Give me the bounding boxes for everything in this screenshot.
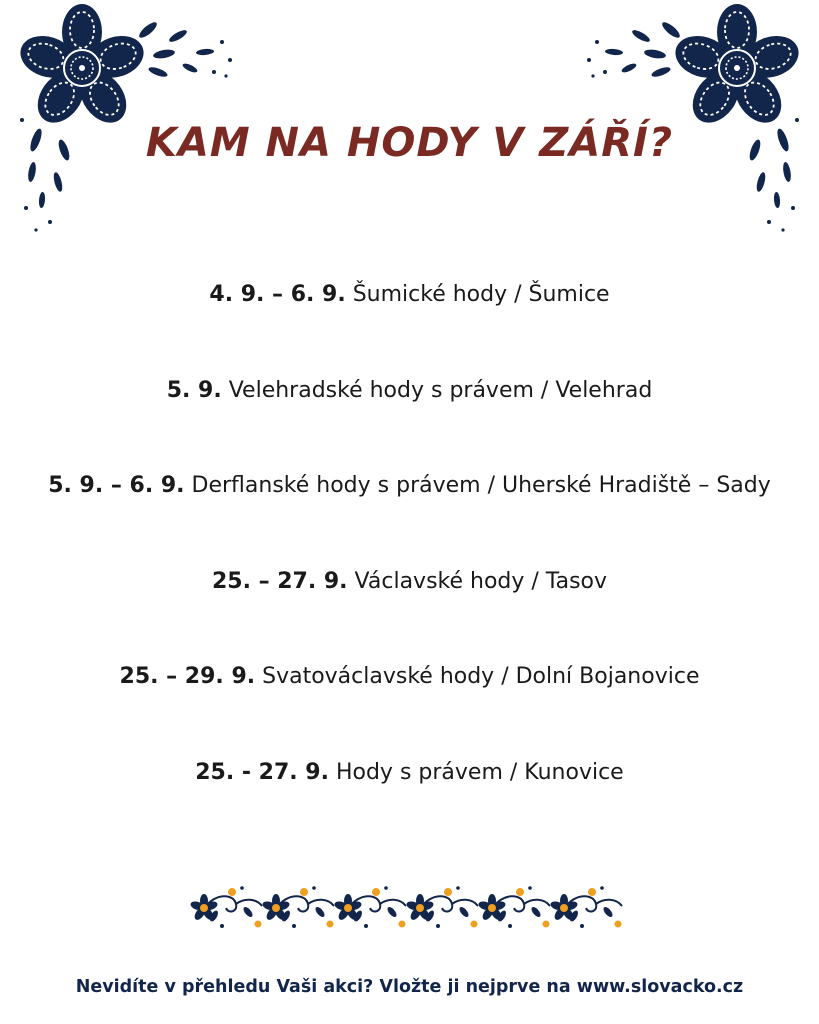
event-item (0, 664, 819, 760)
event-item (0, 282, 819, 378)
event-date: 5. 9. (166, 377, 222, 403)
event-date: 25. – 29. 9. (119, 664, 256, 689)
event-text: Šumické hody / Šumice (352, 282, 610, 307)
event-date: 25. – 27. 9. (211, 568, 348, 594)
page-title: KAM NA HODY V ZÁŘÍ? (145, 120, 674, 166)
event-date: 4. 9. – 6. 9. (209, 282, 346, 307)
folk-ornament-icon (190, 878, 630, 934)
event-text: Velehradské hody s právem / Velehrad (228, 377, 653, 403)
flower (15, 4, 149, 132)
event-text: Derflanské hody s právem / Uherské Hradiště – Sady (191, 473, 771, 498)
event-text: Hody s právem / Kunovice (335, 759, 624, 785)
event-item (0, 569, 819, 665)
event-list (0, 282, 819, 855)
event-date: 25. - 27. 9. (195, 759, 329, 785)
event-date: 5. 9. – 6. 9. (48, 473, 185, 498)
event-item (0, 473, 819, 569)
footer-note: Nevidíte v přehledu Vaši akci? Vložte ji nejprve na www.slovacko.cz (75, 977, 744, 997)
event-text: Svatováclavské hody / Dolní Bojanovice (262, 664, 700, 689)
event-text: Václavské hody / Tasov (354, 568, 608, 594)
event-item (0, 760, 819, 856)
event-item (0, 378, 819, 474)
